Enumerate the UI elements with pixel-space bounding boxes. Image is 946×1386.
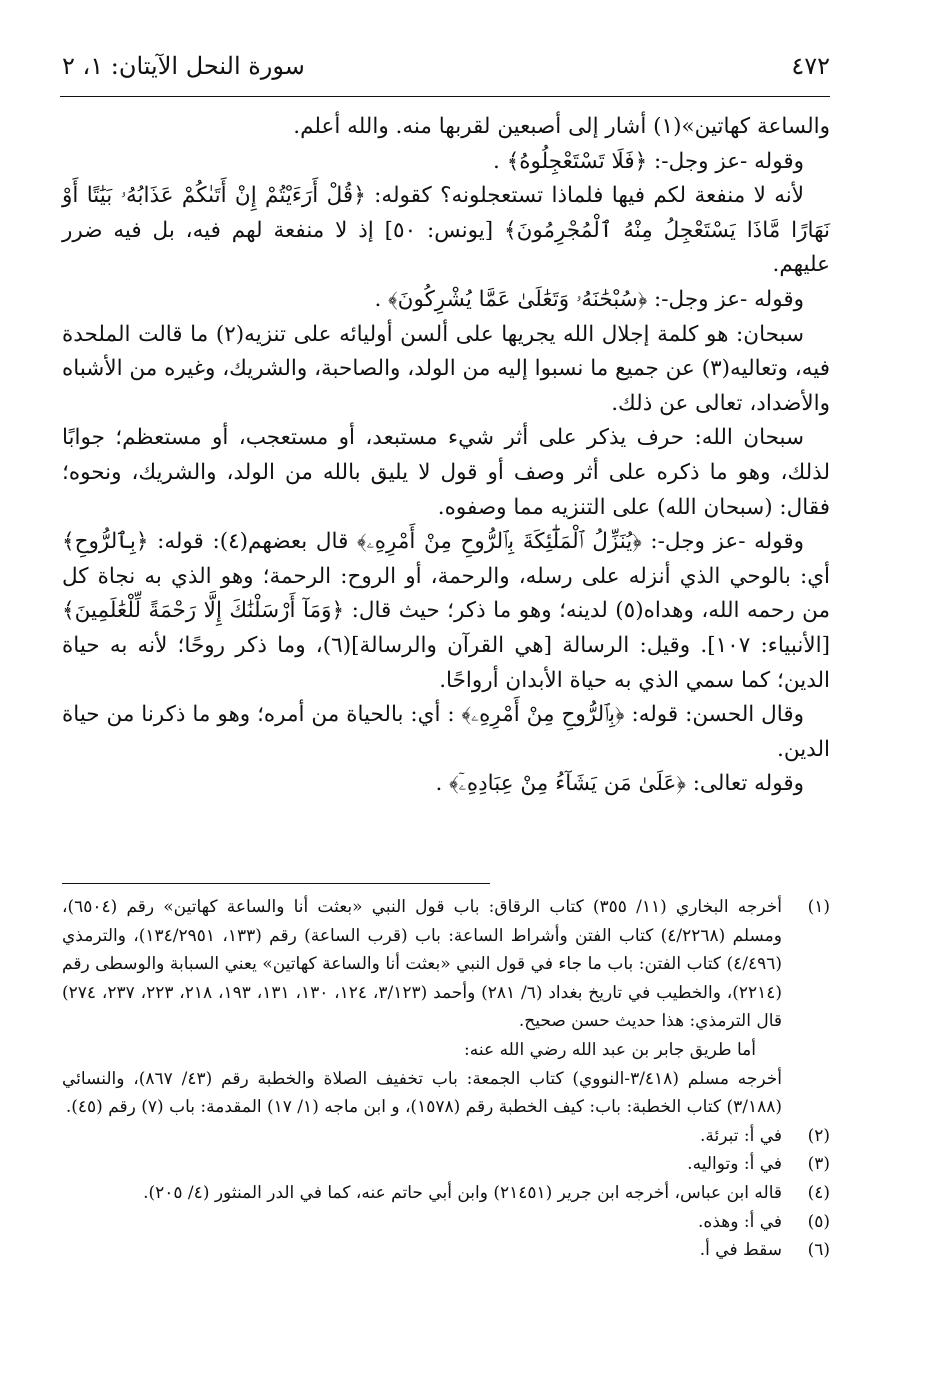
- header-title: سورة النحل الآيتان: ١، ٢: [62, 52, 305, 80]
- footnote-item: [62, 1179, 830, 1208]
- paragraph: لأنه لا منفعة لكم فيها فلماذا تستعجلونه؟ كقوله: ﴿قُلْ أَرَءَيْتُمْ إِنْ أَتَىٰكُمْ عَذَابُهُۥ بَيَٰتًا أَوْ نَهَارًا مَّاذَا يَسْتَعْجِلُ مِنْهُ ٱلْمُجْرِمُونَ﴾ [يونس: ٥٠] إذ لا منفعة لهم فيه، بل فيه ضرر عليهم.: [62, 183, 830, 278]
- footnote-text: أخرجه مسلم (٣/٤١٨-النووي) كتاب الجمعة: باب تخفيف الصلاة والخطبة رقم (٤٣/ ٨٦٧)، والنسائي (٣/١٨٨) كتاب الخطبة: باب: كيف الخطبة رقم (١٥٧٨)، و ابن ماجه (١/ ١٧) المقدمة: باب (٧) رقم (٤٥).: [62, 1068, 783, 1118]
- footnote-number: (١): [807, 897, 830, 917]
- footnote-text: قاله ابن عباس، أخرجه ابن جرير (٢١٤٥١) وابن أبي حاتم عنه، كما في الدر المنثور (٤/ ٢٠٥).: [143, 1182, 782, 1203]
- footnote-text: أما طريق جابر بن عبد الله رضي الله عنه:: [464, 1039, 756, 1060]
- paragraph: وقوله -عز وجل-: ﴿يُنَزِّلُ ٱلْمَلَٰٓئِكَةَ بِٱلرُّوحِ مِنْ أَمْرِهِۦ﴾ قال بعضهم(٤): قوله: ﴿بِٱلرُّوحِ﴾ أي: بالوحي الذي أنزله على رسله، والرحمة، أو الروح: الرحمة؛ وهو الذي به نجاة كل من رحمه الله، وهداه(٥) لدينه؛ وهو ما ذكر؛ حيث قال: ﴿وَمَآ أَرْسَلْنَٰكَ إِلَّا رَحْمَةً لِّلْعَٰلَمِينَ﴾ [الأنبياء: ١٠٧]. وقيل: الرسالة [هي القرآن والرسالة](٦)، وما ذكر روحًا؛ لأنه به حياة الدين؛ كما سمي الذي به حياة الأبدان أرواحًا.: [62, 529, 830, 693]
- page-number: ٤٧٢: [791, 52, 830, 80]
- footnote-text: في أ: وهذه.: [698, 1211, 782, 1232]
- footnote-item: [62, 1122, 830, 1151]
- footnote-number: (٢): [807, 1125, 830, 1146]
- footnote-text: في أ: تبرئة.: [699, 1125, 782, 1146]
- running-header: [62, 44, 830, 92]
- footnote-item: [62, 1236, 830, 1265]
- paragraph: وقوله تعالى: ﴿عَلَىٰ مَن يَشَآءُ مِنْ عِبَادِهِۦٓ﴾ .: [435, 771, 804, 797]
- footnote-number: (٦): [807, 1240, 830, 1261]
- footnote-text: في أ: وتواليه.: [687, 1154, 782, 1175]
- paragraph: وقال الحسن: قوله: ﴿بِٱلرُّوحِ مِنْ أَمْرِهِۦ﴾ : أي: بالحياة من أمره؛ وهو ما ذكرنا من حياة الدين.: [62, 702, 830, 762]
- footnote-number: (٥): [807, 1211, 830, 1232]
- paragraph: والساعة كهاتين»(١) أشار إلى أصبعين لقربها منه. والله أعلم.: [293, 114, 830, 139]
- footnotes: [62, 893, 830, 1265]
- footnote-item: [62, 1036, 830, 1065]
- footnote-number: (٤): [807, 1182, 830, 1203]
- footnote-item: [62, 1208, 830, 1237]
- footnote-text: أخرجه البخاري (١١/ ٣٥٥) كتاب الرقاق: باب قول النبي «بعثت أنا والساعة كهاتين» رقم (٦٥٠٤)، ومسلم (٤/٢٢٦٨) كتاب الفتن وأشراط الساعة: باب (قرب الساعة) رقم (١٣٣، ١٣٤/٢٩٥١)، والترمذي (٤/٤٩٦) كتاب الفتن: باب ما جاء في قول النبي «بعثت أنا والساعة كهاتين» يعني السبابة والوسطى رقم (٢٢١٤)، والخطيب في تاريخ بغداد (٦/ ٢٨١) وأحمد (٣/١٢٣، ١٢٤، ١٣٠، ١٣١، ١٩٣، ٢١٨، ٢٢٣، ٢٣٧، ٢٧٤) قال الترمذي: هذا حديث حسن صحيح.: [62, 897, 783, 1032]
- footnote-item: [62, 1150, 830, 1179]
- footnote-divider: [62, 883, 490, 884]
- header-divider: [60, 96, 830, 97]
- footnote-number: (٣): [807, 1154, 830, 1175]
- footnote-item: [62, 1065, 830, 1122]
- paragraph: سبحان الله: حرف يذكر على أثر شيء مستبعد، أو مستعجب، أو مستعظم؛ جوابًا لذلك، وهو ما ذكره على أثر وصف أو قول لا يليق بالله من الولد، والشريك، ونحوه؛ فقال: (سبحان الله) على التنزيه مما وصفوه.: [62, 425, 830, 520]
- paragraph: وقوله -عز وجل-: ﴿فَلَا تَسْتَعْجِلُوهُ﴾ .: [493, 148, 804, 174]
- footnote-text: سقط في أ.: [699, 1240, 782, 1261]
- footnote-item: [62, 893, 830, 1036]
- main-text: [62, 110, 830, 802]
- paragraph: سبحان: هو كلمة إجلال الله يجريها على ألسن أوليائه على تنزيه(٢) ما قالت الملحدة فيه، وتعاليه(٣) عن جميع ما نسبوا إليه من الولد، والصاحبة، والشريك، وغيره من الأشباه والأضداد، تعالى عن ذلك.: [62, 321, 830, 416]
- paragraph: وقوله -عز وجل-: ﴿سُبْحَٰنَهُۥ وَتَعَٰلَىٰ عَمَّا يُشْرِكُونَ﴾ .: [374, 286, 804, 312]
